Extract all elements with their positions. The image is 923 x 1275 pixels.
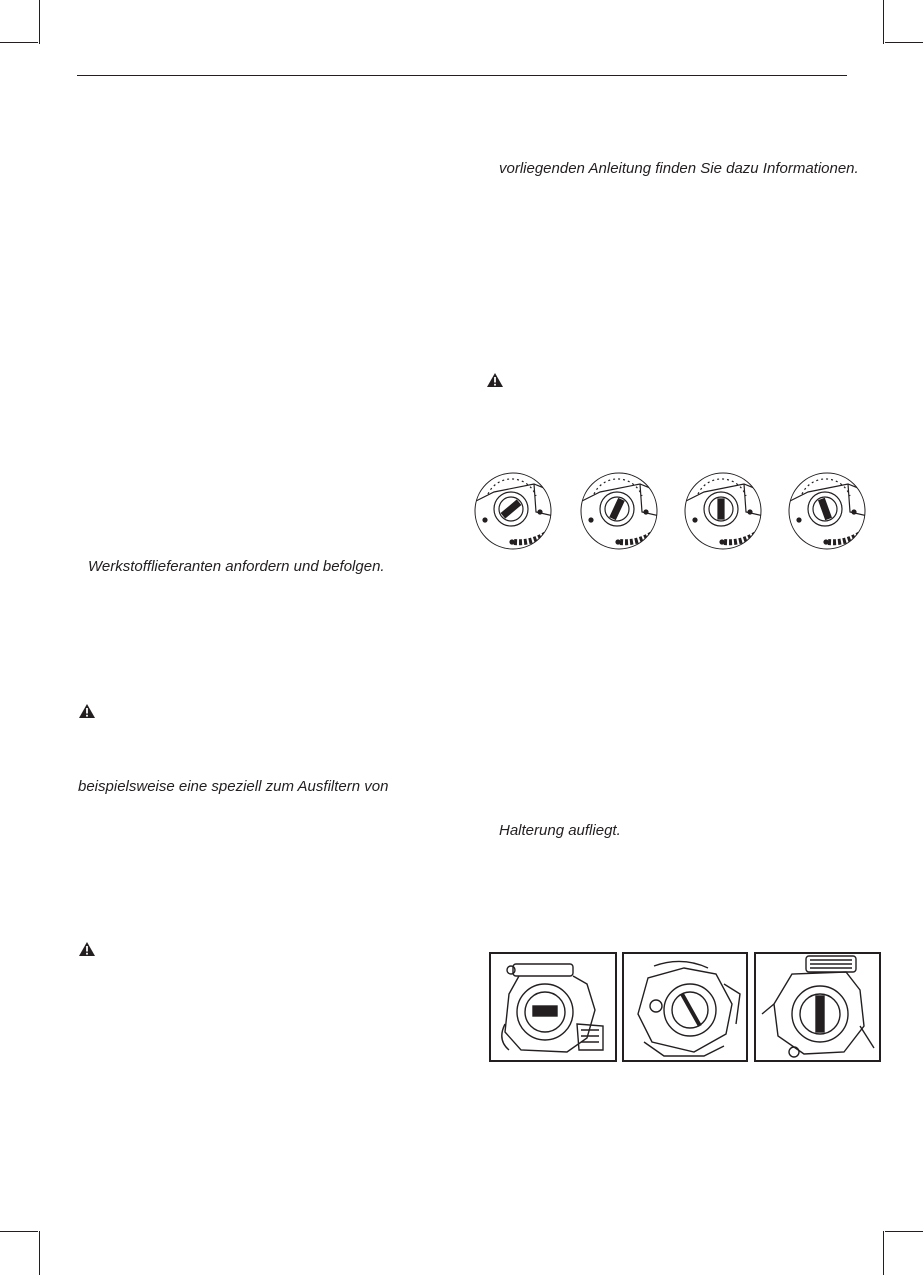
warning-triangle-icon [487,373,503,387]
product-illustration-1 [489,952,617,1062]
product-illustration-3 [754,952,881,1062]
speed-dial-illustration-1 [474,472,552,550]
crop-mark-top-left-vertical [39,0,40,44]
warning-triangle-icon [79,704,95,718]
speed-dial-illustration-3 [684,472,762,550]
crop-mark-top-left-horizontal [0,42,38,43]
left-column-text-line: Werkstofflieferanten anfordern und befolgen. [88,558,385,575]
crop-mark-bottom-left-horizontal [0,1231,38,1232]
warning-triangle-icon [79,942,95,956]
right-column-text-line: vorliegenden Anleitung finden Sie dazu Informationen. [499,160,859,177]
speed-dial-illustration-4 [788,472,866,550]
product-illustration-2 [622,952,748,1062]
left-column-text-line: beispielsweise eine speziell zum Ausfiltern von [78,778,389,795]
right-column-text-line: Halterung aufliegt. [499,822,621,839]
crop-mark-bottom-right-horizontal [885,1231,923,1232]
crop-mark-top-right-vertical [883,0,884,44]
speed-dial-illustration-2 [580,472,658,550]
crop-mark-bottom-left-vertical [39,1231,40,1275]
crop-mark-bottom-right-vertical [883,1231,884,1275]
crop-mark-top-right-horizontal [885,42,923,43]
header-rule [77,75,847,76]
